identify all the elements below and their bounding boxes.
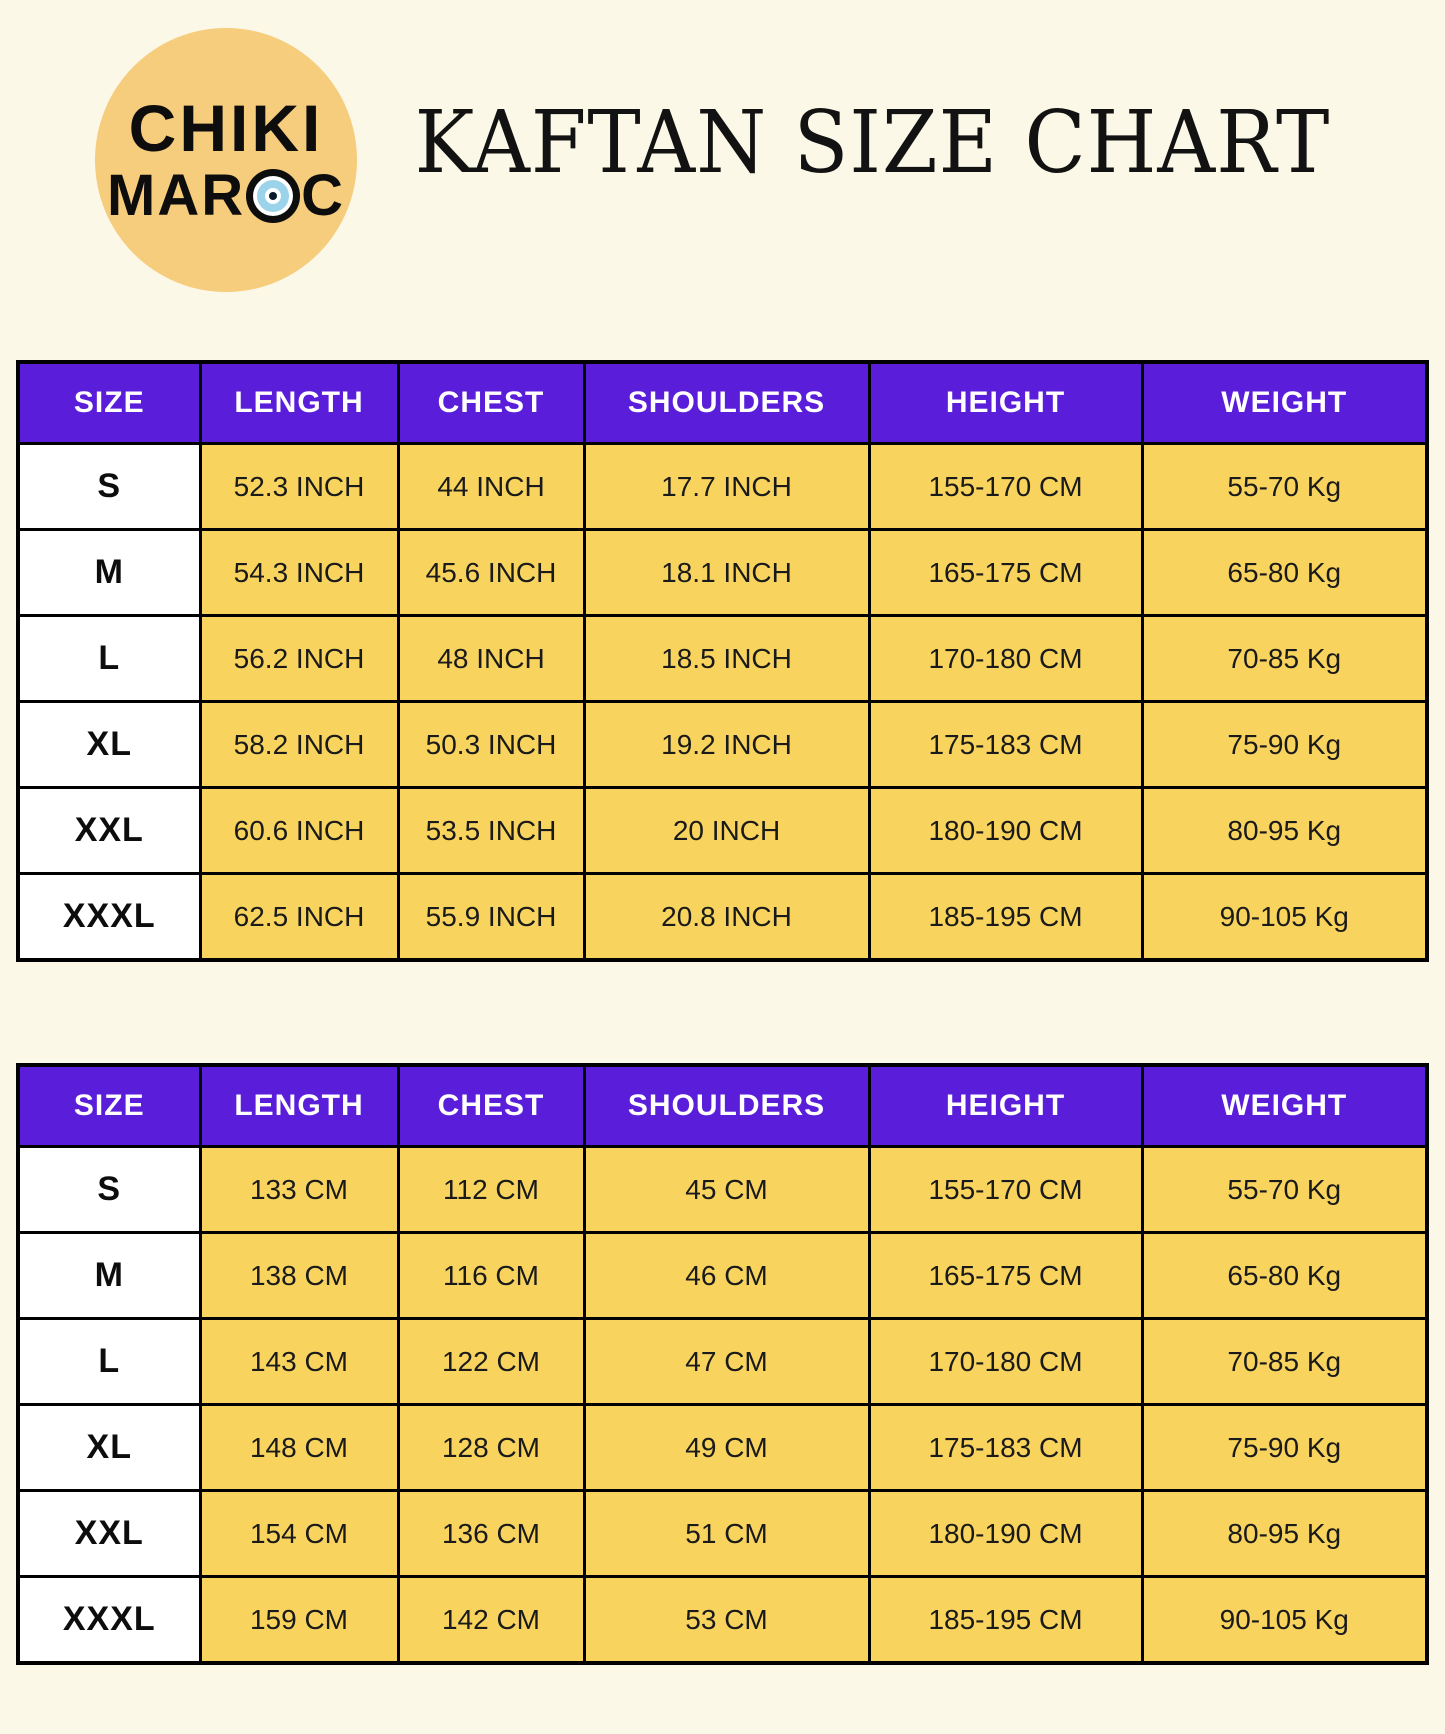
measurement-cell: 65-80 Kg bbox=[1142, 1233, 1427, 1319]
measurement-cell: 20.8 INCH bbox=[584, 874, 869, 961]
measurement-cell: 55-70 Kg bbox=[1142, 444, 1427, 530]
table-row-xxxl bbox=[18, 874, 1427, 961]
measurement-cell: 155-170 CM bbox=[869, 444, 1142, 530]
header-row bbox=[18, 362, 1427, 444]
measurement-cell: 143 CM bbox=[200, 1319, 398, 1405]
measurement-cell: 70-85 Kg bbox=[1142, 616, 1427, 702]
measurement-cell: 180-190 CM bbox=[869, 1491, 1142, 1577]
table-row-xl bbox=[18, 1405, 1427, 1491]
measurement-cell: 49 CM bbox=[584, 1405, 869, 1491]
table-row-s bbox=[18, 444, 1427, 530]
size-label-cell: L bbox=[18, 616, 200, 702]
measurement-cell: 80-95 Kg bbox=[1142, 1491, 1427, 1577]
measurement-cell: 116 CM bbox=[398, 1233, 584, 1319]
measurement-cell: 56.2 INCH bbox=[200, 616, 398, 702]
measurement-cell: 51 CM bbox=[584, 1491, 869, 1577]
size-label-cell: XXL bbox=[18, 788, 200, 874]
column-header-size: SIZE bbox=[18, 1065, 200, 1147]
size-label-cell: L bbox=[18, 1319, 200, 1405]
size-label-cell: S bbox=[18, 444, 200, 530]
measurement-cell: 45 CM bbox=[584, 1147, 869, 1233]
measurement-cell: 18.1 INCH bbox=[584, 530, 869, 616]
measurement-cell: 170-180 CM bbox=[869, 616, 1142, 702]
column-header-height: HEIGHT bbox=[869, 1065, 1142, 1147]
column-header-weight: WEIGHT bbox=[1142, 1065, 1427, 1147]
measurement-cell: 60.6 INCH bbox=[200, 788, 398, 874]
column-header-shoulders: SHOULDERS bbox=[584, 362, 869, 444]
measurement-cell: 155-170 CM bbox=[869, 1147, 1142, 1233]
measurement-cell: 45.6 INCH bbox=[398, 530, 584, 616]
table-row-xxl bbox=[18, 788, 1427, 874]
size-label-cell: XXL bbox=[18, 1491, 200, 1577]
column-header-length: LENGTH bbox=[200, 362, 398, 444]
measurement-cell: 138 CM bbox=[200, 1233, 398, 1319]
measurement-cell: 133 CM bbox=[200, 1147, 398, 1233]
column-header-chest: CHEST bbox=[398, 362, 584, 444]
size-table-inches bbox=[16, 360, 1429, 962]
logo-text-chiki: CHIKI bbox=[128, 91, 324, 165]
column-header-length: LENGTH bbox=[200, 1065, 398, 1147]
measurement-cell: 148 CM bbox=[200, 1405, 398, 1491]
brand-header bbox=[0, 0, 1445, 330]
column-header-shoulders: SHOULDERS bbox=[584, 1065, 869, 1147]
measurement-cell: 185-195 CM bbox=[869, 1577, 1142, 1664]
measurement-cell: 65-80 Kg bbox=[1142, 530, 1427, 616]
measurement-cell: 170-180 CM bbox=[869, 1319, 1142, 1405]
measurement-cell: 52.3 INCH bbox=[200, 444, 398, 530]
column-header-size: SIZE bbox=[18, 362, 200, 444]
measurement-cell: 46 CM bbox=[584, 1233, 869, 1319]
size-label-cell: XL bbox=[18, 1405, 200, 1491]
measurement-cell: 112 CM bbox=[398, 1147, 584, 1233]
logo-text-mar: MAR bbox=[107, 163, 246, 228]
logo-text-maroc bbox=[107, 163, 345, 228]
table-row-s bbox=[18, 1147, 1427, 1233]
measurement-cell: 165-175 CM bbox=[869, 530, 1142, 616]
column-header-height: HEIGHT bbox=[869, 362, 1142, 444]
measurement-cell: 20 INCH bbox=[584, 788, 869, 874]
column-header-weight: WEIGHT bbox=[1142, 362, 1427, 444]
measurement-cell: 80-95 Kg bbox=[1142, 788, 1427, 874]
measurement-cell: 58.2 INCH bbox=[200, 702, 398, 788]
size-label-cell: XXXL bbox=[18, 1577, 200, 1664]
measurement-cell: 159 CM bbox=[200, 1577, 398, 1664]
size-table-centimeters bbox=[16, 1063, 1429, 1665]
measurement-cell: 90-105 Kg bbox=[1142, 1577, 1427, 1664]
table-row-l bbox=[18, 616, 1427, 702]
evil-eye-icon bbox=[246, 169, 300, 223]
measurement-cell: 53.5 INCH bbox=[398, 788, 584, 874]
table-row-m bbox=[18, 1233, 1427, 1319]
measurement-cell: 185-195 CM bbox=[869, 874, 1142, 961]
measurement-cell: 17.7 INCH bbox=[584, 444, 869, 530]
measurement-cell: 55-70 Kg bbox=[1142, 1147, 1427, 1233]
table-row-xxxl bbox=[18, 1577, 1427, 1664]
measurement-cell: 55.9 INCH bbox=[398, 874, 584, 961]
header-row bbox=[18, 1065, 1427, 1147]
table-row-xxl bbox=[18, 1491, 1427, 1577]
table-row-m bbox=[18, 530, 1427, 616]
measurement-cell: 175-183 CM bbox=[869, 702, 1142, 788]
page-title: KAFTAN SIZE CHART bbox=[414, 92, 1331, 193]
size-label-cell: M bbox=[18, 530, 200, 616]
measurement-cell: 136 CM bbox=[398, 1491, 584, 1577]
measurement-cell: 180-190 CM bbox=[869, 788, 1142, 874]
size-label-cell: S bbox=[18, 1147, 200, 1233]
measurement-cell: 75-90 Kg bbox=[1142, 1405, 1427, 1491]
measurement-cell: 62.5 INCH bbox=[200, 874, 398, 961]
column-header-chest: CHEST bbox=[398, 1065, 584, 1147]
size-label-cell: XL bbox=[18, 702, 200, 788]
measurement-cell: 44 INCH bbox=[398, 444, 584, 530]
measurement-cell: 122 CM bbox=[398, 1319, 584, 1405]
measurement-cell: 75-90 Kg bbox=[1142, 702, 1427, 788]
measurement-cell: 175-183 CM bbox=[869, 1405, 1142, 1491]
measurement-cell: 47 CM bbox=[584, 1319, 869, 1405]
chiki-maroc-logo bbox=[95, 28, 357, 292]
size-label-cell: XXXL bbox=[18, 874, 200, 961]
logo-text-c: C bbox=[301, 163, 345, 228]
measurement-cell: 19.2 INCH bbox=[584, 702, 869, 788]
measurement-cell: 70-85 Kg bbox=[1142, 1319, 1427, 1405]
measurement-cell: 50.3 INCH bbox=[398, 702, 584, 788]
table-row-l bbox=[18, 1319, 1427, 1405]
measurement-cell: 165-175 CM bbox=[869, 1233, 1142, 1319]
measurement-cell: 18.5 INCH bbox=[584, 616, 869, 702]
measurement-cell: 154 CM bbox=[200, 1491, 398, 1577]
table-row-xl bbox=[18, 702, 1427, 788]
measurement-cell: 90-105 Kg bbox=[1142, 874, 1427, 961]
size-label-cell: M bbox=[18, 1233, 200, 1319]
measurement-cell: 53 CM bbox=[584, 1577, 869, 1664]
measurement-cell: 54.3 INCH bbox=[200, 530, 398, 616]
measurement-cell: 48 INCH bbox=[398, 616, 584, 702]
measurement-cell: 128 CM bbox=[398, 1405, 584, 1491]
measurement-cell: 142 CM bbox=[398, 1577, 584, 1664]
